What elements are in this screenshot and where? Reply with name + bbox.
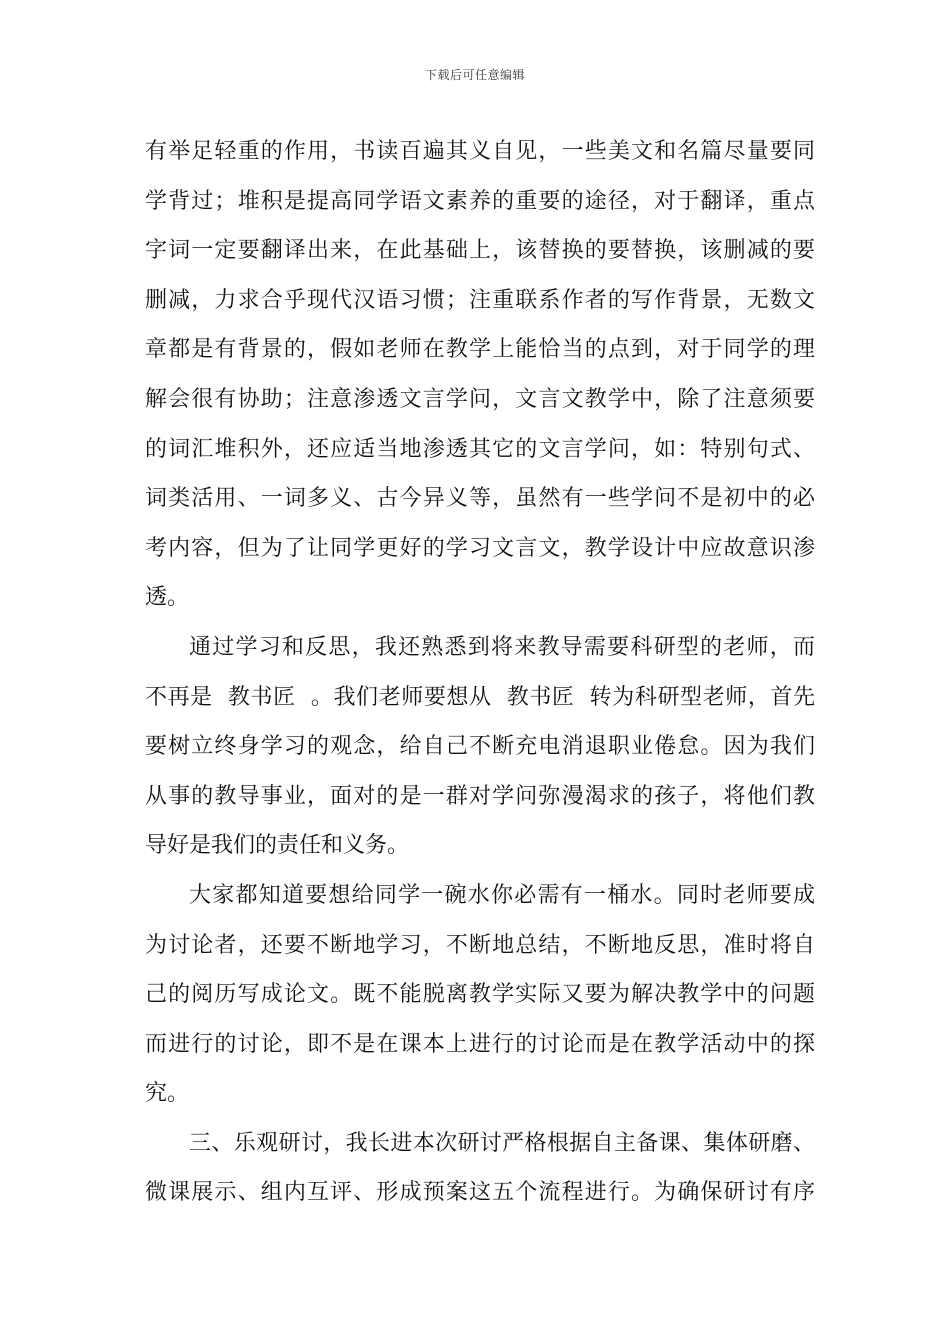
paragraph-first-line: 通过学习和反思，我还熟悉到将来教导需要科研型的老师，而 [189,634,815,660]
text-line: 透。 [145,585,190,611]
paragraph-first-line: 大家都知道要想给同学一碗水你必需有一桶水。同时老师要成 [189,882,815,908]
text-line: 学背过；堆积是提高同学语文素养的重要的途径，对于翻译，重点 [145,188,815,214]
text-line: 导好是我们的责任和义务。 [145,833,410,859]
text-line: 而进行的讨论，即不是在课本上进行的讨论而是在教学活动中的探 [145,1031,815,1057]
page-header: 下载后可任意编辑 [424,68,525,82]
text-line: 究。 [145,1081,190,1107]
text-line: 删减，力求合乎现代汉语习惯；注重联系作者的写作背景，无数文 [145,287,815,313]
text-line: 己的阅历写成论文。既不能脱离教学实际又要为解决教学中的问题 [145,982,815,1008]
text-line: 为讨论者，还要不断地学习，不断地总结，不断地反思，准时将自 [145,932,815,958]
text-line: 不再是 教书匠 。我们老师要想从 教书匠 转为科研型老师，首先 [145,684,815,710]
text-line: 从事的教导事业，面对的是一群对学问弥漫渴求的孩子，将他们教 [145,783,815,809]
text-line: 要树立终身学习的观念，给自己不断充电消退职业倦怠。因为我们 [145,734,815,760]
text-line: 章都是有背景的，假如老师在教学上能恰当的点到，对于同学的理 [145,337,815,363]
document-body [145,127,815,1218]
paragraph-first-line: 三、乐观研讨，我长进本次研讨严格根据自主备课、集体研磨、 [189,1130,815,1156]
text-line: 的词汇堆积外，还应适当地渗透其它的文言学问，如：特别句式、 [145,436,815,462]
text-line: 微课展示、组内互评、形成预案这五个流程进行。为确保研讨有序 [145,1180,815,1206]
text-line: 考内容，但为了让同学更好的学习文言文，教学设计中应故意识渗 [145,535,815,561]
text-line: 有举足轻重的作用，书读百遍其义自见，一些美文和名篇尽量要同 [145,139,815,164]
text-line: 解会很有协助；注意渗透文言学问，文言文教学中，除了注意须要 [145,386,815,412]
text-line: 字词一定要翻译出来，在此基础上，该替换的要替换，该删减的要 [145,238,815,264]
text-line: 词类活用、一词多义、古今异义等，虽然有一些学问不是初中的必 [145,486,815,512]
